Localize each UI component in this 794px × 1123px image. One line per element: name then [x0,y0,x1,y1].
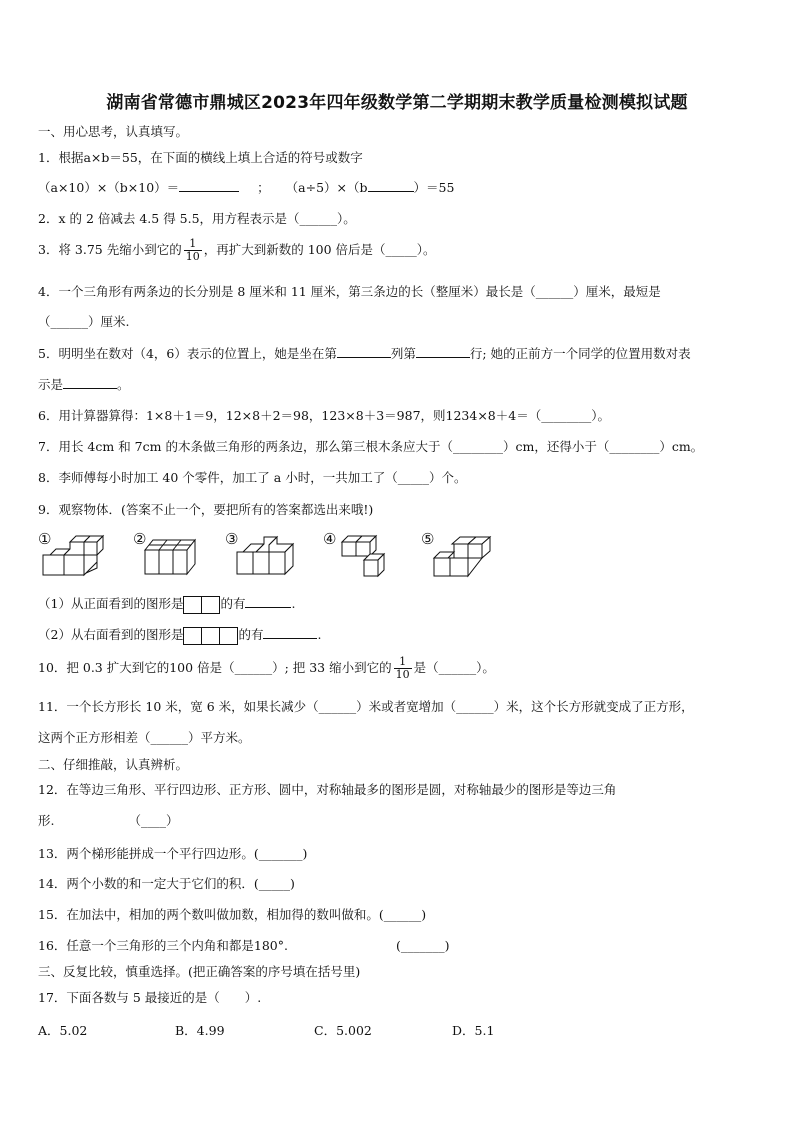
q9-1-text-post: 的有 [220,596,246,611]
q12-text: 形. [38,813,55,828]
question-1: 1．根据a×b＝55，在下面的横线上填上合适的符号或数字 [38,150,363,165]
question-12: 12．在等边三角形、平行四边形、正方形、圆中，对称轴最多的图形是圆，对称轴最少的图形是等边三角 [38,782,617,797]
question-11: 11．一个长方形长 10 米，宽 6 米，如果长减少（______）米或者宽增加（______）米，这个长方形就变成了正方形， [38,699,694,714]
right-view-three-squares [183,627,238,645]
question-3 [38,238,436,263]
front-view-two-squares [183,596,220,614]
question-9-part-1: （1）从正面看到的图形是 的有 . [38,594,295,614]
question-1-blanks [38,178,454,196]
question-9-part-2: （2）从右面看到的图形是 的有 . [38,625,321,645]
page-title: 湖南省常德市鼎城区2023年四年级数学第二学期期末教学质量检测模拟试题 [106,93,688,113]
q5-text-5: 。 [117,377,130,392]
question-5-cont [38,375,130,393]
question-5 [38,344,691,362]
question-10 [38,656,495,681]
option-b[interactable]: B．4.99 [175,1023,225,1038]
q9-2-text-pre: （2）从右面看到的图形是 [38,627,184,642]
cube-figure-4 [338,534,394,578]
question-13: 13．两个梯形能拼成一个平行四边形。(_______) [38,846,308,861]
q5-text-3: 行; 她的正前方一个同学的位置用数对表 [469,346,691,361]
figure-label-5: ⑤ [421,530,435,548]
q3-fraction [184,238,202,263]
fraction-denominator: 10 [395,668,410,681]
q5-text-1: 5．明明坐在数对（4，6）表示的位置上，她是坐在第 [38,346,337,361]
question-11-cont: 这两个正方形相差（______）平方米。 [38,730,251,745]
q1-blank-2[interactable] [368,179,414,192]
q10-text-post: 是（______）。 [413,660,495,675]
figure-label-2: ② [133,530,147,548]
question-12-cont [38,811,179,829]
question-4-cont: （______）厘米. [38,314,130,329]
fraction-numerator: 1 [394,656,412,669]
q10-fraction [394,656,412,681]
figure-label-3: ③ [225,530,239,548]
question-2: 2．x 的 2 倍减去 4.5 得 5.5，用方程表示是（______）。 [38,211,356,226]
q1-part2: （a÷5）×（b [285,180,368,195]
section-3-heading: 三、反复比较，慎重选择。(把正确答案的序号填在括号里) [38,964,361,979]
question-9: 9．观察物体．(答案不止一个，要把所有的答案都选出来哦!) [38,502,374,517]
option-d[interactable]: D．5.1 [452,1023,495,1038]
q16-answer-blank[interactable]: (_______) [396,938,450,953]
q1-part3: ）＝55 [413,180,455,195]
q1-separator: ； [257,180,270,195]
q5-blank-column[interactable] [337,345,391,358]
q16-text: 16．任意一个三角形的三个内角和都是180°. [38,938,288,953]
question-7: 7．用长 4cm 和 7cm 的木条做三角形的两条边，那么第三根木条应大于（________）cm，还得小于（________）cm。 [38,439,704,454]
q1-blank-1[interactable] [179,179,239,192]
fraction-denominator: 10 [185,250,200,263]
question-16 [38,936,450,954]
question-4: 4．一个三角形有两条边的长分别是 8 厘米和 11 厘米，第三条边的长（整厘米）最长是（______）厘米，最短是 [38,284,661,299]
fraction-numerator: 1 [184,238,202,251]
question-14: 14．两个小数的和一定大于它们的积．(_____) [38,876,295,891]
cube-figure-1 [40,534,108,578]
option-a[interactable]: A．5.02 [38,1023,88,1038]
q12-answer-blank[interactable]: （____） [128,813,179,828]
question-17: 17．下面各数与 5 最接近的是（ ）. [38,990,262,1005]
figure-label-1: ① [38,530,52,548]
q9-2-blank[interactable] [263,626,317,639]
option-c[interactable]: C．5.002 [314,1023,372,1038]
question-6: 6．用计算器算得：1×8＋1＝9，12×8＋2＝98，123×8＋3＝987，则1234×8＋4＝（________）。 [38,408,610,423]
figure-label-4: ④ [323,530,337,548]
q9-2-text-post: 的有 [238,627,264,642]
q1-part1: （a×10）×（b×10）＝ [38,180,180,195]
q5-blank-row[interactable] [416,345,470,358]
q9-1-blank[interactable] [245,595,291,608]
cube-figure-2 [140,534,202,578]
q5-blank-pair[interactable] [63,376,117,389]
q9-1-text-pre: （1）从正面看到的图形是 [38,596,184,611]
cube-figure-3 [233,534,301,578]
section-1-heading: 一、用心思考，认真填写。 [38,124,189,139]
q5-text-2: 列第 [390,346,416,361]
section-2-heading: 二、仔细推敲，认真辨析。 [38,757,189,772]
q3-text-pre: 3．将 3.75 先缩小到它的 [38,242,182,257]
q3-text-post: ，再扩大到新数的 100 倍后是（_____）。 [203,242,436,257]
q10-text-pre: 10．把 0.3 扩大到它的100 倍是（______）; 把 33 缩小到它的 [38,660,392,675]
cube-figure-5 [430,534,494,578]
q5-text-4: 示是 [38,377,64,392]
question-15: 15．在加法中，相加的两个数叫做加数，相加得的数叫做和。(______) [38,907,427,922]
question-8: 8．李师傅每小时加工 40 个零件，加工了 a 小时，一共加工了（_____）个。 [38,470,467,485]
